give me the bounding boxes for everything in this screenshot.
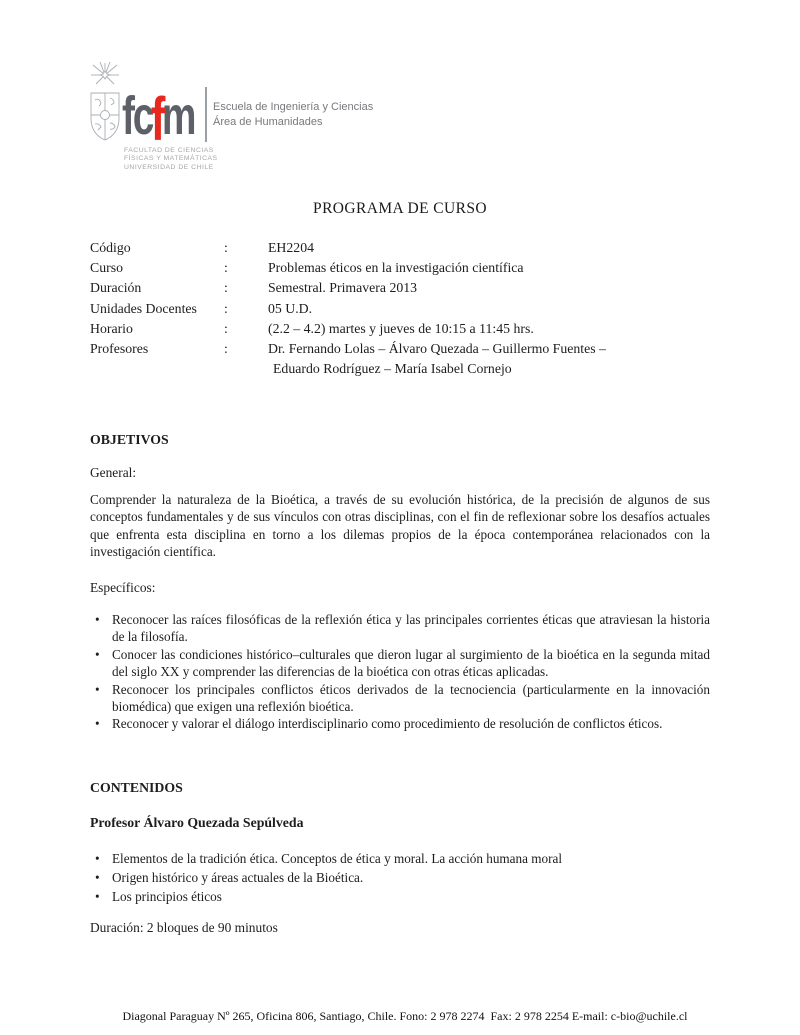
list-item: • Elementos de la tradición ética. Conceptos de ética y moral. La acción humana moral [90, 849, 710, 868]
page-title: PROGRAMA DE CURSO [313, 200, 487, 217]
list-item: • Los principios éticos [90, 887, 710, 906]
list-item: • Reconocer y valorar el diálogo interdisciplinario como procedimiento de resolución de conflictos éticos. [90, 715, 710, 732]
general-objective-paragraph: Comprender la naturaleza de la Bioética, a través de su evolución histórica, de la precisión de algunos de sus conceptos fundamentales y de sus vínculos con otras disciplinas, con el fin de reflexionar sobre los desafíos actuales que enfrenta esta disciplina en torno a los dilemas propios de la época contemporánea relacionados con la investigación científica. [90, 492, 710, 560]
info-row-codigo [90, 238, 710, 258]
section-heading-objetivos: OBJETIVOS [90, 432, 169, 447]
info-value: EH2204 [268, 240, 314, 255]
info-value: Dr. Fernando Lolas – Álvaro Quezada – Guillermo Fuentes – [268, 341, 606, 357]
school-name-line2: Área de Humanidades [213, 115, 323, 128]
school-name-line1: Escuela de Ingeniería y Ciencias [213, 101, 374, 113]
info-row-profesores [90, 339, 710, 359]
professor-heading: Profesor Álvaro Quezada Sepúlveda [90, 815, 304, 830]
info-label: Duración [90, 280, 142, 296]
fcfm-logo-m: m [161, 86, 195, 146]
info-value-continuation: Eduardo Rodríguez – María Isabel Cornejo [273, 361, 512, 377]
faculty-caption-line2: FÍSICAS Y MATEMÁTICAS [124, 155, 218, 163]
info-value: Semestral. Primavera 2013 [268, 280, 418, 296]
university-crest-icon [85, 62, 125, 169]
school-name [213, 100, 373, 129]
info-row-duracion [90, 278, 710, 298]
info-label: Unidades Docentes [90, 300, 197, 316]
list-item: • Reconocer las raíces filosóficas de la reflexión ética y las principales corrientes éticas que atraviesan la historia de la filosofía. [90, 611, 710, 646]
duration-note: Duración: 2 bloques de 90 minutos [90, 920, 278, 935]
course-info-table [90, 238, 710, 379]
faculty-caption [124, 147, 218, 172]
info-colon: : [224, 240, 228, 255]
info-colon: : [224, 341, 228, 357]
fcfm-logo-fc: fc [122, 86, 153, 146]
logo-divider [205, 87, 207, 142]
fcfm-logo-red-f: f [150, 85, 164, 153]
info-label: Horario [90, 320, 133, 336]
info-colon: : [224, 320, 228, 336]
info-value: (2.2 – 4.2) martes y jueves de 10:15 a 11:45 hrs. [268, 320, 534, 336]
footer-address: Diagonal Paraguay Nº 265, Oficina 806, Santiago, Chile. Fono: 2 978 2274 Fax: 2 978 2254 E-mail: c-bio@uchile.cl [122, 1009, 688, 1023]
info-value: Problemas éticos en la investigación científica [268, 260, 524, 276]
especificos-label: Específicos: [90, 580, 156, 595]
info-row-curso [90, 258, 710, 278]
list-item: • Reconocer los principales conflictos éticos derivados de la tecnociencia (particularmente en la innovación biomédica) que exigen una reflexión bioética. [90, 681, 710, 716]
info-colon: : [224, 300, 228, 316]
section-heading-contenidos: CONTENIDOS [90, 780, 183, 795]
objetivos-bullet-list [90, 611, 710, 733]
faculty-caption-line1: FACULTAD DE CIENCIAS [124, 147, 214, 154]
info-colon: : [224, 260, 228, 276]
info-row-profesores-cont [90, 359, 710, 379]
list-item: • Conocer las condiciones histórico–culturales que dieron lugar al surgimiento de la bioética en la segunda mitad del siglo XX y comprender las diferencias de la bioética con otras éticas aplicadas. [90, 646, 710, 681]
general-label: General: [90, 465, 137, 480]
info-label: Curso [90, 260, 123, 276]
info-value: 05 U.D. [268, 300, 313, 316]
info-row-horario [90, 319, 710, 339]
info-label: Código [90, 240, 131, 255]
info-label: Profesores [90, 341, 149, 357]
info-colon: : [224, 280, 228, 296]
contenidos-bullet-list [90, 849, 710, 906]
info-row-unidades [90, 299, 710, 319]
list-item: • Origen histórico y áreas actuales de la Bioética. [90, 868, 710, 887]
faculty-caption-line3: UNIVERSIDAD DE CHILE [124, 163, 214, 171]
